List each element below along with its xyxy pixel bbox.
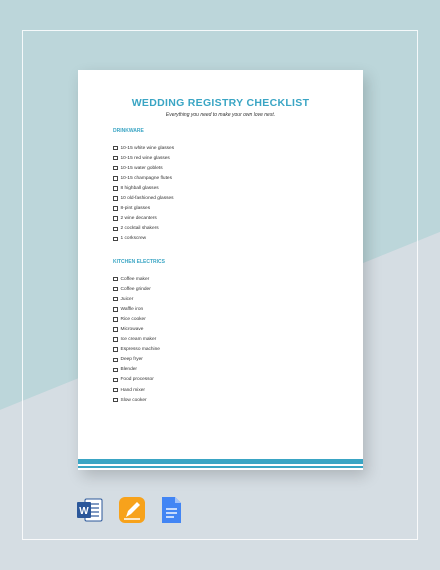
checkbox[interactable] xyxy=(113,297,118,302)
checkbox[interactable] xyxy=(113,277,118,282)
checklist-item-label: Hand mixer xyxy=(120,387,146,393)
checklist-item xyxy=(113,314,160,324)
checklist-item-label: 10 old-fashioned glasses xyxy=(120,196,174,202)
checklist-item xyxy=(113,274,160,284)
word-icon[interactable] xyxy=(76,496,104,524)
checklist-item xyxy=(113,214,174,224)
checkbox[interactable] xyxy=(113,378,118,383)
checklist-item xyxy=(113,304,160,314)
checkbox[interactable] xyxy=(113,388,118,393)
checklist-item-label: 10-15 red wine glasses xyxy=(120,155,170,161)
checklist-item-label: Ice cream maker xyxy=(120,337,157,343)
checklist-item xyxy=(113,183,174,193)
checklist-item-label: Microwave xyxy=(120,327,144,333)
checklist-item xyxy=(113,284,160,294)
kitchen-electrics-checklist xyxy=(113,274,160,405)
drinkware-checklist xyxy=(113,143,174,244)
document-subtitle: Everything you need to make your own love nest. xyxy=(165,112,276,118)
checkbox[interactable] xyxy=(113,186,118,191)
checklist-item xyxy=(113,173,174,183)
checklist-item xyxy=(113,385,160,395)
checkbox[interactable] xyxy=(113,206,118,211)
checkbox[interactable] xyxy=(113,347,118,352)
checkbox[interactable] xyxy=(113,166,118,171)
checkbox[interactable] xyxy=(113,216,118,221)
checklist-item xyxy=(113,193,174,203)
checklist-item xyxy=(113,234,174,244)
checklist-item xyxy=(113,355,160,365)
checklist-item-label: Deep fryer xyxy=(120,357,143,363)
section-title-kitchen-electrics: KITCHEN ELECTRICS xyxy=(113,259,165,265)
checklist-item xyxy=(113,153,174,163)
checklist-item-label: 10-15 champagne flutes xyxy=(120,175,172,181)
checkbox[interactable] xyxy=(113,237,118,242)
checklist-item-label: Coffee grinder xyxy=(120,286,151,292)
checklist-item-label: 8-pint glasses xyxy=(120,206,151,212)
checklist-item xyxy=(113,395,160,405)
checklist-item-label: 10-15 water goblets xyxy=(120,165,163,171)
checklist-item-label: 2 cocktail shakers xyxy=(120,226,159,232)
checkbox[interactable] xyxy=(113,307,118,312)
checklist-item xyxy=(113,335,160,345)
checkbox[interactable] xyxy=(113,398,118,403)
checklist-item-label: 2 wine decanters xyxy=(120,216,157,222)
checkbox[interactable] xyxy=(113,146,118,151)
checklist-item-label: Waffle iron xyxy=(120,306,144,312)
checklist-item-label: Espresso machine xyxy=(120,347,160,353)
google-docs-icon[interactable] xyxy=(160,496,182,524)
checklist-item xyxy=(113,143,174,153)
document-page xyxy=(78,70,363,470)
footer-band xyxy=(78,459,363,464)
checkbox[interactable] xyxy=(113,327,118,332)
checklist-item-label: Slow cooker xyxy=(120,397,147,403)
checklist-item-label: Blender xyxy=(120,367,138,373)
checkbox[interactable] xyxy=(113,368,118,373)
checklist-item xyxy=(113,324,160,334)
checklist-item-label: 10-15 white wine glasses xyxy=(120,145,175,151)
checkbox[interactable] xyxy=(113,227,118,232)
checklist-item xyxy=(113,163,174,173)
section-title-drinkware: DRINKWARE xyxy=(113,128,144,134)
checklist-item xyxy=(113,204,174,214)
checklist-item xyxy=(113,365,160,375)
checkbox[interactable] xyxy=(113,196,118,201)
checkbox[interactable] xyxy=(113,156,118,161)
checkbox[interactable] xyxy=(113,287,118,292)
checklist-item-label: Rice cooker xyxy=(120,316,146,322)
checklist-item xyxy=(113,224,174,234)
checklist-item-label: Food processor xyxy=(120,377,154,383)
checkbox[interactable] xyxy=(113,358,118,363)
checkbox[interactable] xyxy=(113,317,118,322)
checklist-item xyxy=(113,345,160,355)
document-title: WEDDING REGISTRY CHECKLIST xyxy=(131,97,310,109)
pages-icon[interactable] xyxy=(118,496,146,524)
checkbox[interactable] xyxy=(113,176,118,181)
checklist-item xyxy=(113,375,160,385)
checklist-item-label: Juicer xyxy=(120,296,134,302)
checklist-item xyxy=(113,294,160,304)
checklist-item-label: Coffee maker xyxy=(120,276,150,282)
checkbox[interactable] xyxy=(113,337,118,342)
checklist-item-label: 8 highball glasses xyxy=(120,185,159,191)
footer-band-thin xyxy=(78,466,363,468)
word-icon-letter: W xyxy=(79,506,89,517)
checklist-item-label: 1 corkscrew xyxy=(120,236,147,242)
